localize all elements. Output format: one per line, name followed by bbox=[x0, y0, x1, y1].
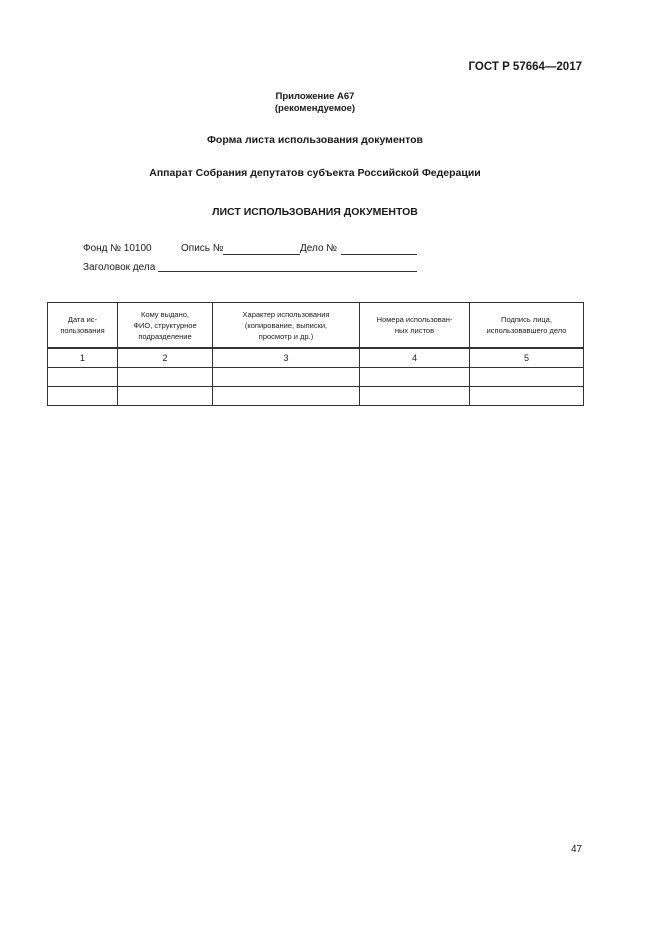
inventory-label: Опись № bbox=[181, 243, 224, 254]
appendix-heading bbox=[0, 91, 630, 115]
table-header-row bbox=[48, 303, 584, 349]
column-number: 4 bbox=[360, 348, 470, 368]
document-id: ГОСТ Р 57664—2017 bbox=[468, 61, 582, 73]
header-date: Дата ис- пользования bbox=[48, 303, 118, 349]
column-number: 2 bbox=[118, 348, 213, 368]
table-cell bbox=[48, 368, 118, 387]
case-label: Дело № bbox=[300, 243, 338, 254]
table-cell bbox=[360, 387, 470, 406]
organization-name: Аппарат Собрания депутатов субъекта Российской Федерации bbox=[149, 167, 481, 179]
case-title-label: Заголовок дела bbox=[83, 262, 156, 273]
table-cell bbox=[213, 387, 360, 406]
fund-label: Фонд № 10100 bbox=[83, 243, 152, 254]
page-number: 47 bbox=[571, 844, 583, 855]
column-number: 5 bbox=[470, 348, 584, 368]
table-row bbox=[48, 368, 584, 387]
column-number-row bbox=[48, 348, 584, 368]
table-cell bbox=[118, 387, 213, 406]
appendix-note: (рекомендуемое) bbox=[274, 103, 356, 114]
inventory-blank-line bbox=[223, 254, 300, 255]
appendix-title: Приложение А67 bbox=[275, 91, 355, 102]
case-title-blank-line bbox=[158, 271, 417, 272]
table-cell bbox=[48, 387, 118, 406]
case-blank-line bbox=[341, 254, 417, 255]
table-row bbox=[48, 387, 584, 406]
header-sheet-numbers: Номера использован- ных листов bbox=[360, 303, 470, 349]
usage-table bbox=[47, 302, 584, 406]
header-issued-to: Кому выдано, ФИО, структурное подразделение bbox=[118, 303, 213, 349]
sheet-title: ЛИСТ ИСПОЛЬЗОВАНИЯ ДОКУМЕНТОВ bbox=[212, 206, 418, 218]
table-cell bbox=[470, 387, 584, 406]
column-number: 3 bbox=[213, 348, 360, 368]
table-cell bbox=[118, 368, 213, 387]
table-cell bbox=[470, 368, 584, 387]
table-cell bbox=[213, 368, 360, 387]
table-cell bbox=[360, 368, 470, 387]
column-number: 1 bbox=[48, 348, 118, 368]
header-signature: Подпись лица, использовавшего дело bbox=[470, 303, 584, 349]
form-title: Форма листа использования документов bbox=[206, 134, 424, 146]
header-usage-type: Характер использования (копирование, выписки, просмотр и др.) bbox=[213, 303, 360, 349]
